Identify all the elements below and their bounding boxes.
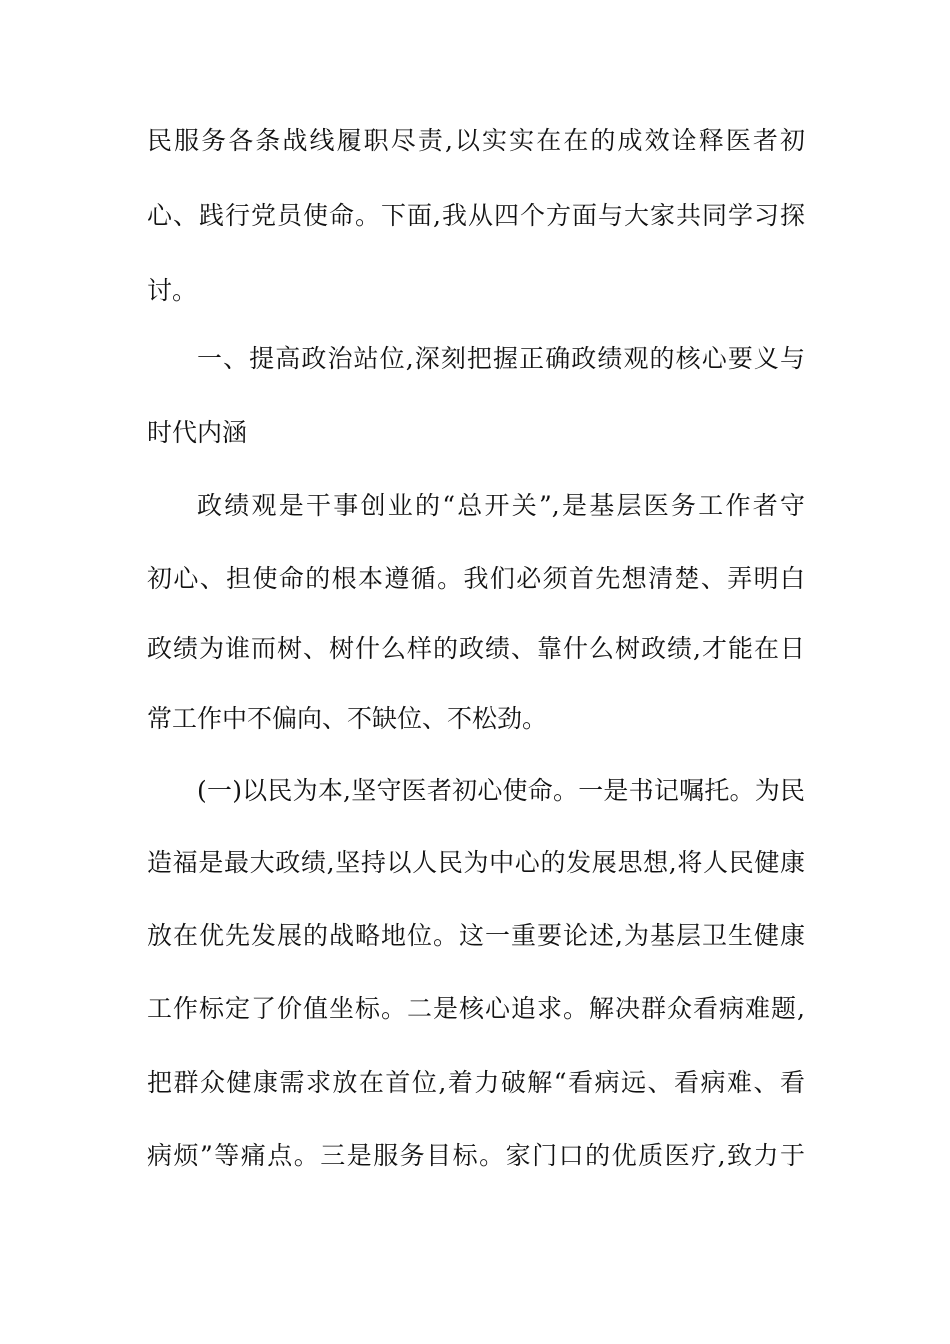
paragraph-line: 放在优先发展的战略地位。这一重要论述,为基层卫生健康	[147, 921, 805, 950]
paragraph-line: 造福是最大政绩,坚持以人民为中心的发展思想,将人民健康	[147, 848, 805, 877]
paragraph-line: 病烦”等痛点。三是服务目标。家门口的优质医疗,致力于	[147, 1141, 805, 1170]
paragraph-line: 把群众健康需求放在首位,着力破解“看病远、看病难、看	[147, 1068, 805, 1097]
paragraph-line: 常工作中不偏向、不缺位、不松劲。	[147, 704, 548, 733]
paragraph-line: (一)以民为本,坚守医者初心使命。一是书记嘱托。为民	[197, 776, 805, 805]
paragraph-line: 工作标定了价值坐标。二是核心追求。解决群众看病难题,	[147, 994, 805, 1023]
paragraph-line: 心、践行党员使命。下面,我从四个方面与大家共同学习探	[147, 201, 805, 230]
paragraph-line: 政绩为谁而树、树什么样的政绩、靠什么树政绩,才能在日	[147, 634, 805, 663]
paragraph-line: 民服务各条战线履职尽责,以实实在在的成效诠释医者初	[147, 126, 805, 155]
section-heading-line: 时代内涵	[147, 418, 248, 447]
paragraph-line: 初心、担使命的根本遵循。我们必须首先想清楚、弄明白	[147, 564, 805, 593]
section-heading-line: 一、提高政治站位,深刻把握正确政绩观的核心要义与	[197, 344, 805, 373]
paragraph-line: 政绩观是干事创业的“总开关”,是基层医务工作者守	[197, 491, 805, 520]
paragraph-line: 讨。	[147, 276, 198, 305]
